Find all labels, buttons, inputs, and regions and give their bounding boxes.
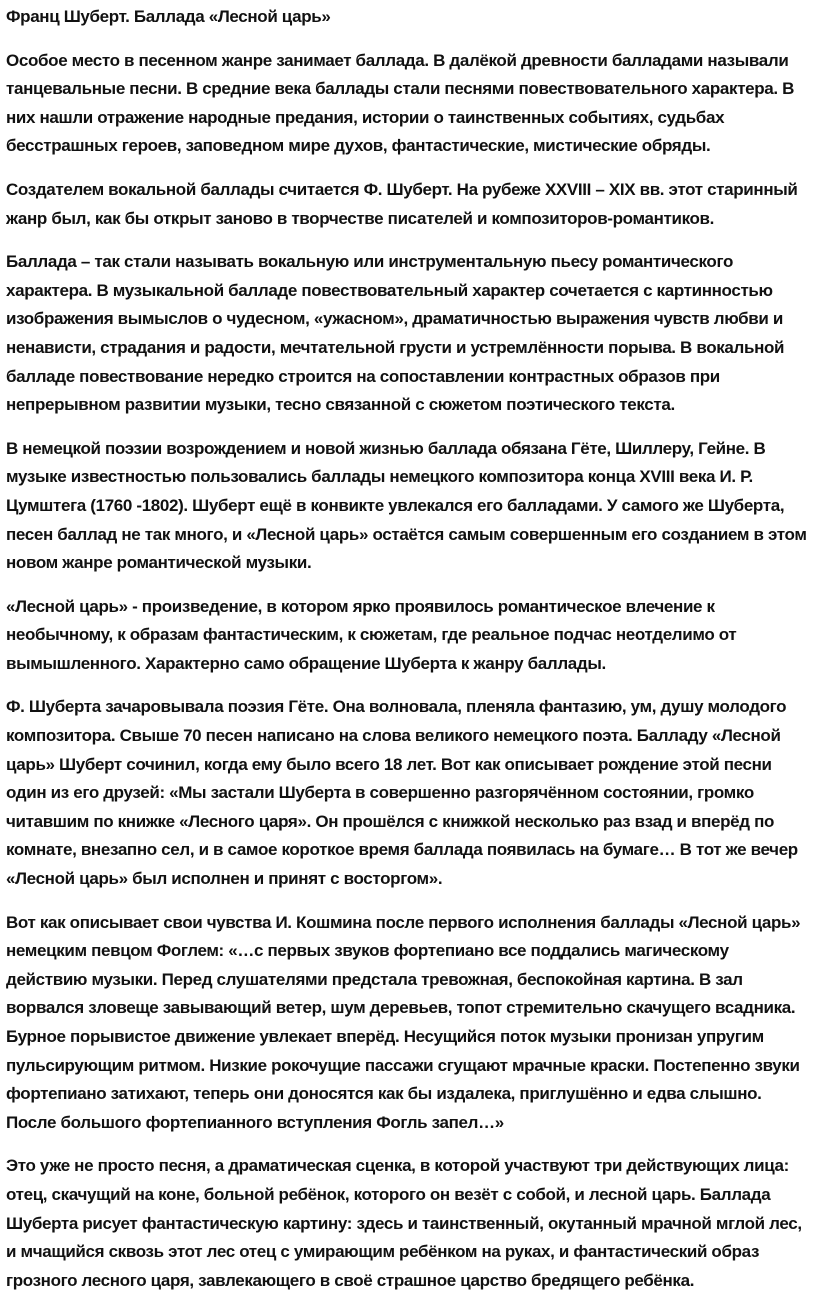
document-page <box>6 0 812 1295</box>
paragraph-german-poetry: В немецкой поэзии возрождением и новой жизнью баллада обязана Гёте, Шиллеру, Гейне. В музыке известностью пользовались баллады немецкого композитора конца XVIII века И. Р. Цумштега (1760 -1802). Шуберт ещё в конвикте увлекался его балладами. У самого же Шуберта, песен баллад не так много, и «Лесной царь» остаётся самым совершенным его созданием в этом новом жанре романтической музыки. <box>6 438 807 573</box>
paragraph-forest-king-work: «Лесной царь» - произведение, в котором ярко проявилось романтическое влечение к необычному, к образам фантастическим, к сюжетам, где реальное подчас неотделимо от вымышленного. Характерно само обращение Шуберта к жанру баллады. <box>6 596 737 673</box>
paragraph-dramatic-scene: Это уже не просто песня, а драматическая сценка, в которой участвуют три действующих лица: отец, скачущий на коне, больной ребёнок, которого он везёт с собой, и лесной царь. Баллада Шуберта рисует фантастическую картину: здесь и таинственный, окутанный мрачной мглой лес, и мчащийся сквозь этот лес отец с умирающим ребёнком на руках, и фантастический образ грозного лесного царя, завлекающего в своё страшное царство бредящего ребёнка. <box>6 1156 802 1290</box>
paragraph-goethe-poetry: Ф. Шуберта зачаровывала поэзия Гёте. Она волновала, пленяла фантазию, ум, душу молодого композитора. Свыше 70 песен написано на слова великого немецкого поэта. Балладу «Лесной царь» Шуберт сочинил, когда ему было всего 18 лет. Вот как описывает рождение этой песни один из его друзей: «Мы застали Шуберта в совершенно разгорячённом состоянии, громко читавшим по книжке «Лесного царя». Он прошёлся с книжкой несколько раз взад и вперёд по комнате, внезапно сел, и в самое короткое время баллада появилась на бумаге… В тот же вечер «Лесной царь» был исполнен и принят с восторгом». <box>6 697 798 889</box>
paragraph-koshmina-account: Вот как описывает свои чувства И. Кошмина после первого исполнения баллады «Лесной царь» немецким певцом Фоглем: «…с первых звуков фортепиано все поддались магическому действию музыки. Перед слушателями предстала тревожная, беспокойная картина. В зал ворвался зловеще завывающий ветер, шум деревьев, топот стремительно скачущего всадника. Бурное порывистое движение увлекает вперёд. Несущийся поток музыки пронизан упругим пульсирующим ритмом. Низкие рокочущие пассажи сгущают мрачные краски. Постепенно звуки фортепиано затихают, теперь они доносятся как бы издалека, приглушённо и едва слышно. После большого фортепианного вступления Фогль запел…» <box>6 912 801 1132</box>
paragraph-ballad-definition: Баллада – так стали называть вокальную или инструментальную пьесу романтического характера. В музыкальной балладе повествовательный характер сочетается с картинностью изображения вымыслов о чудесном, «ужасном», драматичностью выражения чувств любви и ненависти, страдания и радости, мечтательной грусти и устремлённости порыва. В вокальной балладе повествование нередко строится на сопоставлении контрастных образов при непрерывном развитии музыки, тесно связанной с сюжетом поэтического текста. <box>6 252 785 415</box>
paragraph-schubert-creator: Создателем вокальной баллады считается Ф. Шуберт. На рубеже XXVIII – XIX вв. этот старинный жанр был, как бы открыт заново в творчестве писателей и композиторов-романтиков. <box>6 179 798 228</box>
paragraph-ballad-genre: Особое место в песенном жанре занимает баллада. В далёкой древности балладами называли танцевальные песни. В средние века баллады стали песнями повествовательного характера. В них нашли отражение народные предания, истории о таинственных событиях, судьбах бесстрашных героев, заповедном мире духов, фантастические, мистические обряды. <box>6 50 795 156</box>
document-title: Франц Шуберт. Баллада «Лесной царь» <box>6 7 331 26</box>
